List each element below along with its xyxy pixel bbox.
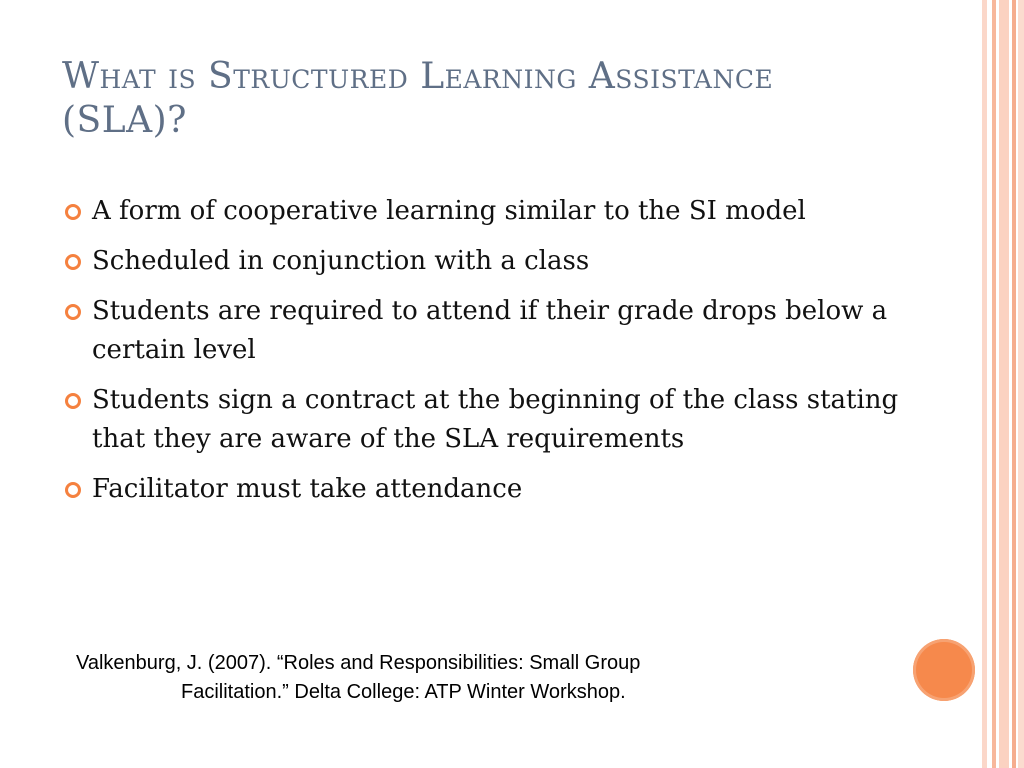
citation: [76, 649, 836, 707]
decorative-stripe: [992, 0, 996, 768]
bullet-text: Facilitator must take attendance: [92, 474, 523, 504]
bullet-circle-icon: [65, 204, 81, 220]
decorative-stripe: [1018, 0, 1024, 768]
citation-line-1: Valkenburg, J. (2007). “Roles and Responsibilities: Small Group: [76, 652, 641, 674]
bullet-list: [62, 192, 922, 520]
bullet-item: [62, 292, 922, 370]
bullet-text: Students are required to attend if their grade drops below a certain level: [92, 296, 888, 365]
decorative-stripe: [999, 0, 1009, 768]
bullet-item: [62, 242, 922, 281]
decorative-circle-icon: [913, 639, 975, 701]
bullet-item: [62, 192, 922, 231]
bullet-item: [62, 470, 922, 509]
bullet-circle-icon: [65, 304, 81, 320]
bullet-text: A form of cooperative learning similar to the SI model: [92, 196, 806, 226]
decorative-stripe: [1012, 0, 1016, 768]
citation-line-2: Facilitation.” Delta College: ATP Winter Workshop.: [181, 681, 626, 703]
bullet-item: [62, 381, 922, 459]
bullet-text: Scheduled in conjunction with a class: [92, 246, 590, 276]
bullet-circle-icon: [65, 254, 81, 270]
decorative-stripe: [982, 0, 987, 768]
bullet-circle-icon: [65, 393, 81, 409]
bullet-text: Students sign a contract at the beginning of the class stating that they are aware of the SLA requirements: [92, 385, 899, 454]
bullet-circle-icon: [65, 482, 81, 498]
slide-title: What is Structured Learning Assistance (SLA)?: [62, 56, 774, 141]
